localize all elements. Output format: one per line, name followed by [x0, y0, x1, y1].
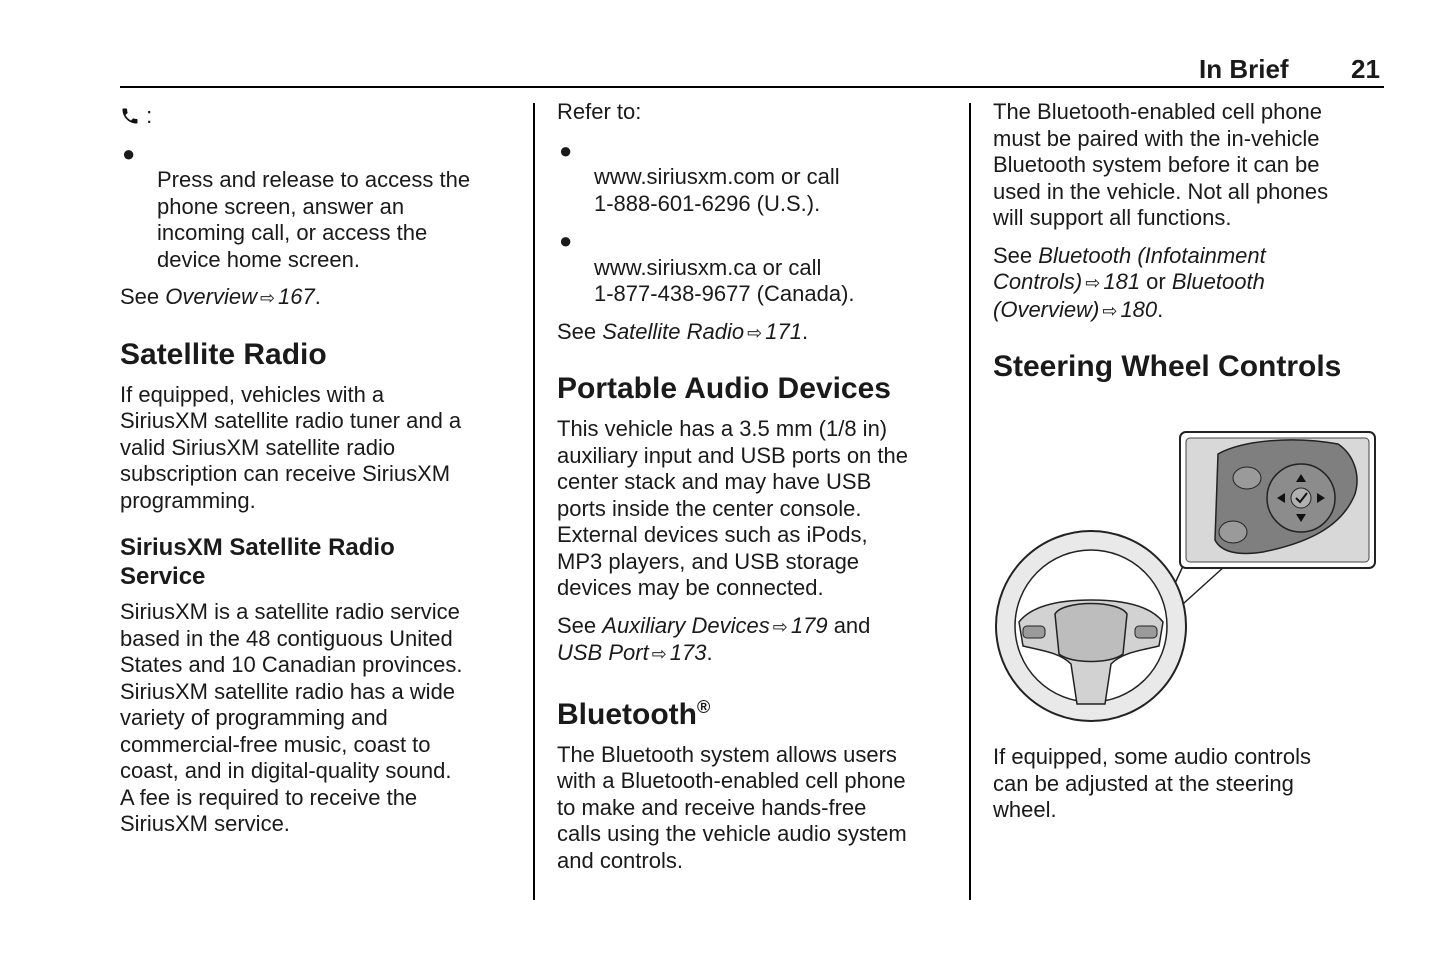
bluetooth-infotainment-text-1[interactable]: Bluetooth (Infotainment — [1038, 242, 1266, 268]
satellite-radio-link-text[interactable]: Satellite Radio — [602, 318, 745, 344]
siriusxm-service-heading — [120, 533, 515, 591]
phone-bullet — [120, 141, 515, 274]
bluetooth-overview-page[interactable]: 180 — [1120, 296, 1158, 322]
auxiliary-devices-link-text[interactable]: Auxiliary Devices — [602, 612, 770, 638]
registered-mark: ® — [696, 696, 711, 717]
page-ref-arrow-icon: ⇨ — [1085, 273, 1101, 293]
phone-icon — [120, 103, 146, 128]
see-end: . — [801, 318, 809, 344]
heading-line-2: Service — [120, 563, 206, 590]
bullet-icon: ● — [559, 137, 573, 163]
overview-link-text[interactable]: Overview — [165, 284, 257, 309]
section-title: In Brief — [1199, 54, 1289, 84]
bluetooth-heading — [557, 698, 952, 732]
page-ref-arrow-icon: ⇨ — [1102, 300, 1118, 321]
see-bluetooth — [993, 243, 1383, 325]
overview-page[interactable]: 167 — [278, 284, 315, 309]
phone-key-line — [120, 103, 515, 130]
bullet-icon: ● — [559, 228, 573, 253]
see-prefix: See — [993, 242, 1039, 268]
column-3 — [993, 99, 1383, 835]
portable-audio-heading: Portable Audio Devices — [557, 372, 891, 405]
phone-bullet-text: Press and release to access the phone screen, answer an incoming call, or access the device home screen. — [157, 167, 471, 272]
steering-wheel-controls-heading: Steering Wheel Controls — [993, 350, 1342, 383]
bluetooth-paragraph: The Bluetooth system allows users with a Bluetooth-enabled cell phone to make and receive hands-free calls using the vehicle audio system and controls. — [557, 741, 907, 873]
see-prefix: See — [557, 612, 603, 638]
usb-port-link[interactable] — [557, 640, 707, 665]
auxiliary-devices-link[interactable] — [602, 613, 827, 638]
see-prefix: See — [557, 318, 603, 344]
see-and: and — [827, 612, 871, 638]
pairing-paragraph: The Bluetooth-enabled cell phone must be paired with the in-vehicle Bluetooth system before it can be used in the vehicle. Not all phones will support all functions. — [993, 99, 1329, 230]
steering-wheel-icon — [993, 414, 1378, 730]
column-divider-2 — [969, 103, 971, 900]
portable-audio-paragraph: This vehicle has a 3.5 mm (1/8 in) auxiliary input and USB ports on the center stack and may have USB ports inside the center console. External devices such as iPods, MP3 players, and USB storage devices may be connected. — [557, 416, 908, 600]
siriusxm-us-bullet — [557, 138, 952, 218]
see-satellite-radio — [557, 319, 952, 347]
page-ref-arrow-icon: ⇨ — [259, 288, 276, 308]
auxiliary-devices-page[interactable]: 179 — [790, 612, 828, 638]
bluetooth-infotainment-text-2[interactable]: Controls) — [993, 269, 1083, 294]
satellite-radio-paragraph: If equipped, vehicles with a SiriusXM satellite radio tuner and a valid SiriusXM satellite radio subscription can receive SiriusXM programming. — [120, 381, 462, 513]
siriusxm-service-paragraph: SiriusXM is a satellite radio service based in the 48 contiguous United States and 10 Canadian provinces. SiriusXM satellite radio has a wide variety of programming and commercial-free music, coast to coast, and in digital-quality sound. A fee is required to receive the SiriusXM service. — [120, 599, 463, 836]
column-1 — [120, 103, 515, 849]
column-divider-1 — [533, 103, 535, 900]
steering-wheel-paragraph: If equipped, some audio controls can be adjusted at the steering wheel. — [993, 744, 1311, 822]
bluetooth-overview-text-1[interactable]: Bluetooth — [1171, 269, 1265, 294]
page-ref-arrow-icon: ⇨ — [651, 644, 667, 664]
page-number: 21 — [1351, 54, 1380, 84]
see-end: . — [706, 640, 713, 665]
bullet-icon: ● — [122, 140, 136, 166]
see-overview — [120, 284, 515, 312]
siriusxm-canada-text: www.siriusxm.ca or call 1-877-438-9677 (Canada). — [594, 254, 855, 306]
see-prefix: See — [120, 284, 166, 309]
header-rule — [120, 86, 1384, 88]
see-end: . — [1157, 296, 1164, 322]
page-ref-arrow-icon: ⇨ — [772, 616, 788, 637]
bluetooth-heading-text: Bluetooth — [557, 697, 697, 731]
steering-wheel-illustration — [993, 414, 1378, 730]
bluetooth-overview-text-2[interactable]: (Overview) — [993, 296, 1100, 322]
refer-to: Refer to: — [557, 99, 642, 124]
phone-key-suffix: : — [146, 103, 153, 128]
overview-link[interactable] — [165, 284, 315, 309]
satellite-radio-link[interactable] — [602, 319, 802, 344]
bluetooth-infotainment-page[interactable]: 181 — [1103, 269, 1141, 294]
siriusxm-us-text: www.siriusxm.com or call 1-888-601-6296 (U.S.). — [594, 164, 840, 216]
see-end: . — [314, 284, 321, 309]
siriusxm-canada-bullet — [557, 228, 952, 308]
page-ref-arrow-icon: ⇨ — [747, 322, 763, 343]
see-auxiliary-usb — [557, 613, 952, 668]
column-2 — [557, 99, 952, 885]
see-or: or — [1140, 269, 1172, 294]
satellite-radio-page[interactable]: 171 — [765, 318, 802, 344]
usb-port-link-text[interactable]: USB Port — [557, 640, 649, 665]
heading-line-1: SiriusXM Satellite Radio — [120, 534, 395, 561]
satellite-radio-heading: Satellite Radio — [120, 337, 327, 371]
usb-port-page[interactable]: 173 — [669, 640, 707, 665]
